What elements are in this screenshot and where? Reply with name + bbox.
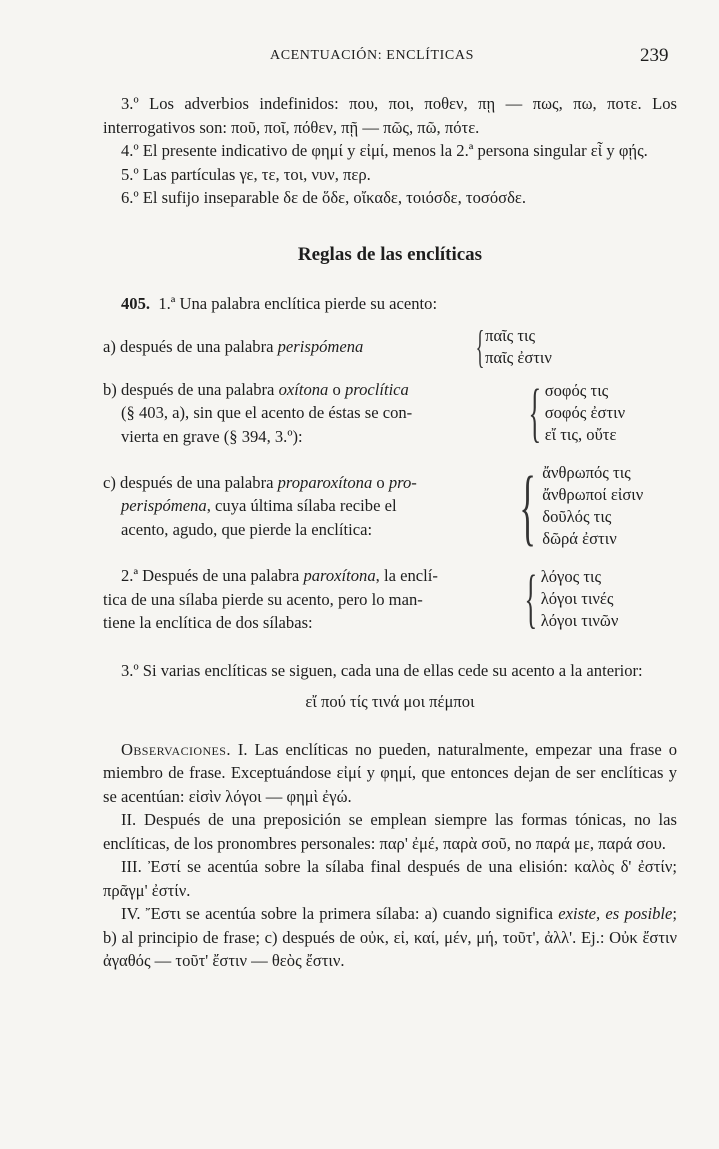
rule-1-lead: [103, 292, 677, 316]
rule-1b-text: b) después de una palabra oxítona o proclítica (§ 403, a), sin que el acento de éstas se con- vierta en grave (§ 394, 3.º):: [103, 379, 413, 446]
example: εἴ τις, οὔτε: [544, 424, 617, 444]
observations-label: Observaciones.: [121, 739, 231, 759]
brace: {: [519, 458, 536, 554]
rule-1a-examples: [475, 320, 677, 372]
intro-item-3: 3.º Los adverbios indefinidos: πoυ, πoι, πoθεν, πῃ — πως, πω, ποτε. Los interrogativos son: ποῦ, ποῖ, πόθεν, πῇ — πῶς, πῶ, πότε.: [103, 94, 677, 137]
observation-4: IV. Ἔστι se acentúa sobre la primera sílaba: a) cuando significa existe, es posible; b) al principio de frase; c) después de οὐκ, εἰ, καί, μέν, μή, τοῦτ', ἀλλ'. Ej.: Οὐκ ἔστιν ἀγαθός — τοῦτ' ἔστιν — θεὸς ἔστιν.: [103, 904, 678, 970]
example: δοῦλός τις: [542, 507, 612, 526]
running-title: ACENTUACIÓN: ENCLÍTICAS: [270, 48, 474, 63]
intro-item-4: 4.º El presente indicativo de φημί y εἰμί, menos la 2.ª persona singular εἶ y φῄς.: [121, 141, 648, 160]
rule-3-example: εἴ πού τίς τινά μοι πέμποι: [305, 692, 475, 711]
rule-2-text: 2.ª Después de una palabra paroxítona, la enclí- tica de una sílaba pierde su acento, pero lo man- tiene la enclítica de dos sílabas:: [103, 566, 438, 632]
paragraph-number: 405.: [121, 294, 151, 313]
brace: {: [475, 320, 485, 372]
rule-1a-text: a) después de una palabra perispómena: [103, 336, 364, 356]
observation-1: Observaciones. I. Las enclíticas no pueden, naturalmente, empezar una frase o miembro de frase. Exceptuándose εἰμί y φημί, que entonces dejan de ser enclíticas y se acentúan: εἰσὶν λόγοι — φημὶ ἐγώ.: [103, 739, 677, 806]
rule-1a: [103, 320, 677, 372]
example: σοφός τις: [544, 380, 609, 400]
brace: {: [528, 375, 542, 449]
example: ἄνθρωπός τις: [542, 463, 631, 482]
example: σοφός ἐστιν: [544, 402, 626, 422]
intro-item-6: 6.º El sufijo inseparable δε de ὅδε, οἴκαδε, τοιόσδε, τοσόσδε.: [121, 188, 527, 207]
rule-2-examples: [523, 562, 677, 636]
rule-3: 3.º Si varias enclíticas se siguen, cada una de ellas cede su acento a la anterior:: [121, 660, 643, 680]
rule-1b: [103, 375, 677, 449]
intro-item-5: 5.º Las partículas γε, τε, τοι, νυν, περ.: [121, 164, 371, 184]
rule-1b-examples: [527, 375, 677, 449]
section-title: Reglas de las enclíticas: [297, 243, 483, 265]
page-body: [103, 92, 677, 973]
brace: {: [524, 562, 538, 636]
example: δῶρά ἐστιν: [542, 529, 617, 548]
example: λόγοι τινῶν: [540, 611, 619, 631]
example: λόγος τις: [540, 567, 602, 587]
rule-1c-examples: [515, 458, 677, 554]
rule-1c: [103, 458, 677, 554]
example: λόγοι τινές: [540, 589, 614, 609]
rule-2: [103, 564, 677, 635]
page-number: 239: [640, 45, 669, 66]
rule-1-lead-text: 1.ª Una palabra enclítica pierde su acento:: [158, 294, 438, 313]
observation-2: II. Después de una preposición se emplean siempre las formas tónicas, no las enclíticas, de los pronombres personales: παρ' ἐμέ, παρὰ σοῦ, no παρά με, παρά σου.: [103, 810, 677, 853]
rule-1c-text: c) después de una palabra proparoxítona o pro- perispómena, cuya última sílaba recibe el acento, agudo, que pierde la enclítica:: [103, 472, 417, 539]
observation-3: III. Ἐστί se acentúa sobre la sílaba final después de una elisión: καλὸς δ' ἐστίν; πρᾶγμ' ἐστίν.: [103, 857, 677, 900]
page-header: [0, 45, 719, 74]
example: παῖς ἐστιν: [485, 347, 552, 367]
example: παῖς τις: [485, 325, 536, 345]
example: ἄνθρωποί εἰσιν: [542, 485, 644, 504]
